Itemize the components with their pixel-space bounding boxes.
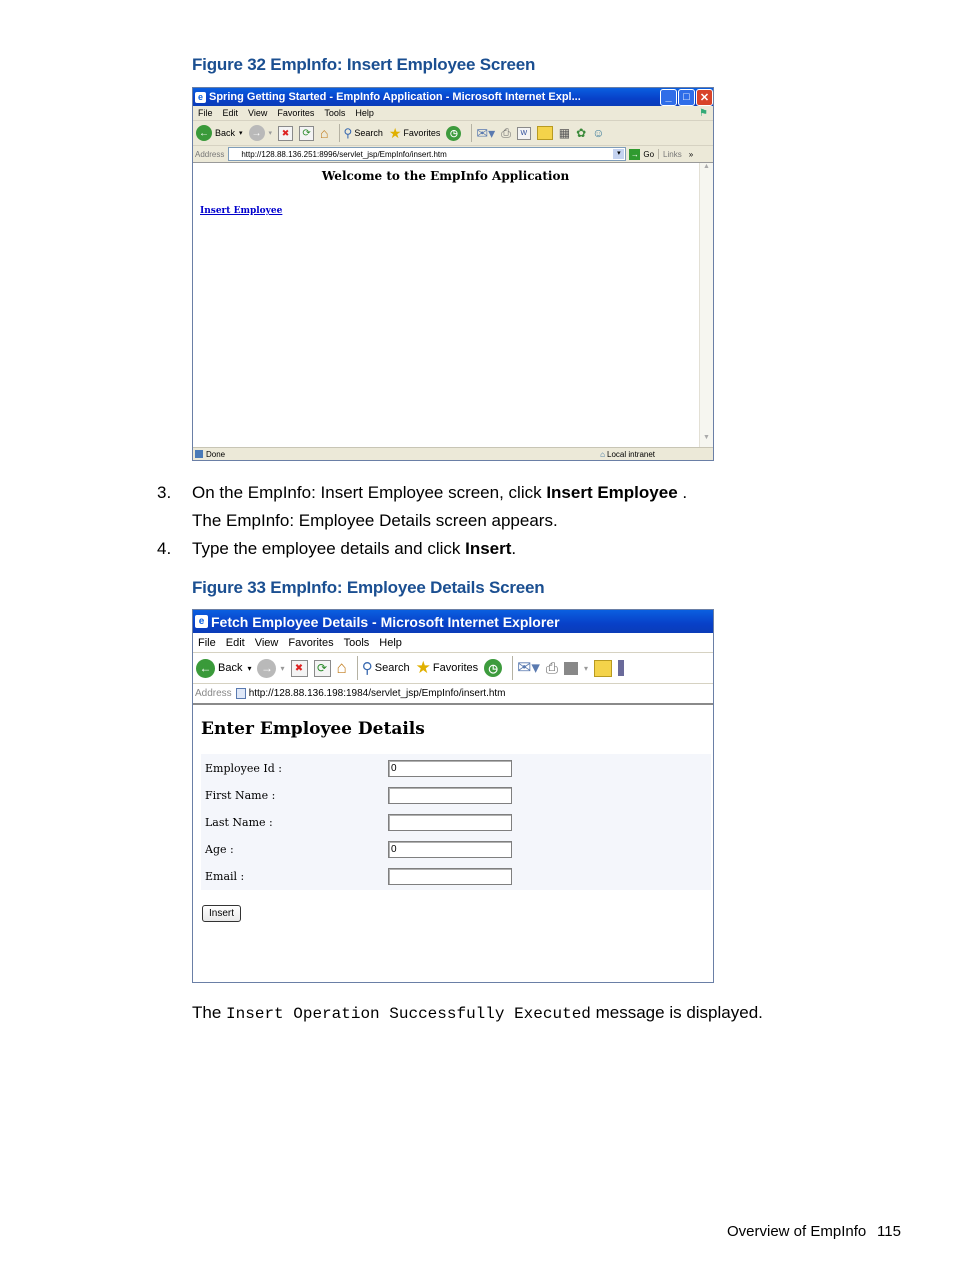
window-title: Spring Getting Started - EmpInfo Application - Microsoft Internet Expl... [209,91,581,103]
page-content [193,707,711,980]
discuss-icon[interactable] [594,660,612,677]
back-button[interactable]: ← Back ▾ [196,125,243,141]
menu-bar [193,633,713,653]
menu-bar [193,106,713,121]
page-number: 115 [877,1223,901,1240]
step-4-text: Type the employee details and click Insert. [192,539,517,558]
email-label: Email : [205,870,245,883]
result-text: The Insert Operation Successfully Executed message is displayed. [192,1003,763,1023]
go-arrow-icon: → [630,149,639,159]
scroll-up-icon[interactable]: ▲ [703,163,710,170]
intranet-icon: ⌂ [600,449,605,459]
step-3-result: The EmpInfo: Employee Details screen appears. [192,511,558,530]
step-4-number: 4. [157,539,172,558]
separator [357,656,358,680]
research-icon[interactable]: ▦ [558,126,571,140]
title-bar [193,88,713,106]
insert-employee-link[interactable]: Insert Employee [200,206,283,216]
title-bar [193,610,713,633]
research-icon[interactable] [618,660,624,676]
search-button[interactable]: ⚲ Search [343,126,383,140]
go-button[interactable]: → Go [630,149,655,159]
edit-icon[interactable]: W [517,127,531,140]
forward-arrow-icon: → [249,125,265,141]
zone-text: Local intranet [607,449,656,459]
address-bar [193,684,713,705]
address-bar [193,146,713,163]
page-done-icon [195,450,203,458]
vertical-scrollbar[interactable] [699,163,713,447]
favorites-button[interactable]: ★ Favorites [388,124,441,141]
forward-button[interactable] [257,659,284,678]
messenger-icon[interactable]: ✿ [576,126,587,140]
address-label: Address [195,149,225,159]
separator [658,149,659,159]
menu-favorites[interactable]: Favorites [277,108,315,118]
back-button[interactable]: ← Back ▾ [196,659,251,678]
forward-arrow-icon: → [257,659,276,678]
address-input[interactable]: http://128.88.136.251:8996/servlet_jsp/EmpInfo/insert.htm ▾ [228,147,626,161]
menu-favorites[interactable]: Favorites [288,636,334,649]
windows-flag-icon: ⚑ [699,107,708,119]
print-icon[interactable]: ⎙ [545,659,558,677]
menu-file[interactable]: File [198,636,216,649]
separator [512,656,513,680]
last-name-label: Last Name : [205,816,273,829]
last-name-field[interactable] [388,814,512,831]
employee-id-label: Employee Id : [205,762,282,775]
back-arrow-icon: ← [196,659,215,678]
home-button[interactable]: ⌂ [320,125,329,141]
status-text: Done [206,449,226,459]
discuss-icon[interactable] [537,126,553,140]
address-label: Address [195,688,232,699]
figure-33-browser-window [192,609,714,983]
footer-section: Overview of EmpInfo [727,1223,867,1240]
step-3-text: On the EmpInfo: Insert Employee screen, click Insert Employee . [192,483,688,502]
employee-id-field[interactable]: 0 [388,760,512,777]
menu-view[interactable]: View [248,108,268,118]
page-icon [236,688,246,699]
age-field[interactable]: 0 [388,841,512,858]
toolbar [193,121,713,146]
menu-help[interactable]: Help [355,108,374,118]
first-name-field[interactable] [388,787,512,804]
menu-help[interactable]: Help [379,636,402,649]
email-field[interactable] [388,868,512,885]
history-icon[interactable]: ◷ [484,659,502,677]
age-label: Age : [205,843,234,856]
stop-button[interactable]: ✖ [278,126,293,141]
separator [339,124,340,142]
mail-icon[interactable]: ✉▾ [517,658,540,677]
result-message-code: Insert Operation Successfully Executed [226,1005,591,1023]
star-icon: ★ [388,124,402,141]
figure-32-browser-window [192,87,714,461]
insert-button[interactable]: Insert [202,905,241,922]
print-icon[interactable]: ⎙ [501,125,511,140]
first-name-label: First Name : [205,789,276,802]
figure-32-caption: Figure 32 EmpInfo: Insert Employee Screen [192,55,536,74]
refresh-button[interactable]: ⟳ [314,660,331,677]
separator [471,124,472,142]
window-title: Fetch Employee Details - Microsoft Internet Explorer [211,613,560,630]
history-icon[interactable]: ◷ [446,126,461,141]
refresh-button[interactable]: ⟳ [299,126,314,141]
scroll-down-icon[interactable]: ▼ [703,434,710,441]
mail-icon[interactable]: ✉▾ [476,124,496,141]
menu-view[interactable]: View [254,636,279,649]
chevron-down-icon: ▾ [280,663,285,673]
page-title: Enter Employee Details [201,719,425,739]
stop-button[interactable]: ✖ [291,660,308,677]
menu-edit[interactable]: Edit [225,636,245,649]
ie-icon: e [195,615,208,628]
ie-icon: e [195,92,206,103]
status-bar [193,447,713,460]
close-button[interactable]: ✕ [696,89,713,106]
menu-file[interactable]: File [198,108,213,118]
minimize-button[interactable]: _ [660,89,677,106]
page-content [193,163,698,447]
edit-icon[interactable] [564,662,578,675]
menu-tools[interactable]: Tools [343,636,370,649]
search-button[interactable]: ⚲ Search [361,660,410,677]
search-icon: ⚲ [343,126,353,140]
chevron-down-icon: ▾ [247,663,252,673]
favorites-button[interactable]: ★ Favorites [415,658,479,677]
address-input[interactable]: http://128.88.136.198:1984/servlet_jsp/EmpInfo/insert.htm [248,688,506,699]
chevron-down-icon: ▾ [268,130,273,137]
users-icon[interactable]: ☺ [592,126,605,140]
maximize-button[interactable]: □ [678,89,695,106]
back-arrow-icon: ← [196,125,212,141]
welcome-heading: Welcome to the EmpInfo Application [321,169,570,183]
forward-button[interactable] [249,125,273,141]
menu-edit[interactable]: Edit [222,108,239,118]
toolbar [193,653,713,684]
menu-tools[interactable]: Tools [324,108,346,118]
chevron-down-icon[interactable]: ▾ [583,663,588,673]
step-3-number: 3. [157,483,172,502]
home-button[interactable]: ⌂ [336,658,347,677]
links-label[interactable]: Links [663,149,682,159]
chevron-right-icon[interactable]: » [688,149,694,159]
chevron-down-icon[interactable]: ▾ [613,149,624,159]
chevron-down-icon: ▾ [239,130,243,137]
figure-33-caption: Figure 33 EmpInfo: Employee Details Screen [192,578,545,597]
search-icon: ⚲ [361,660,373,677]
star-icon: ★ [415,658,431,677]
